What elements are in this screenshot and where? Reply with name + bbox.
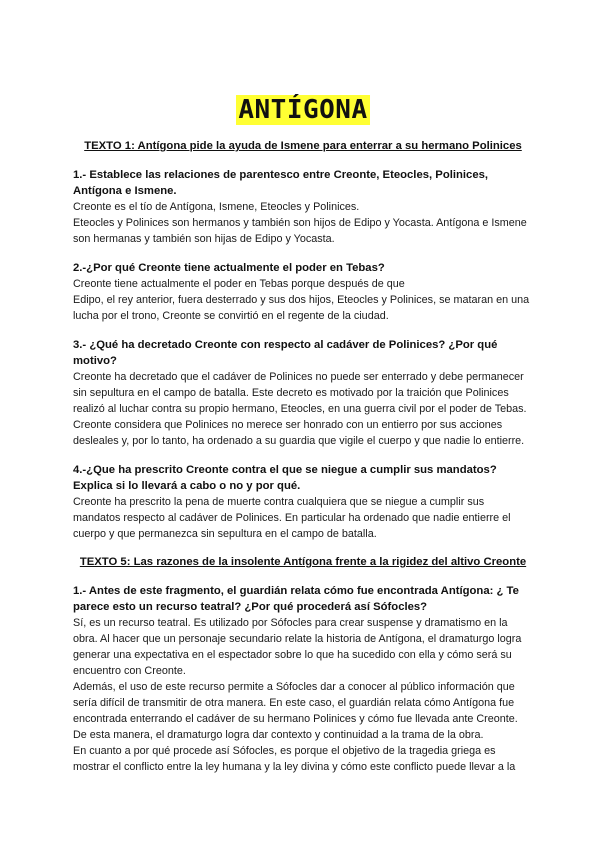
question-text: 1.- Antes de este fragmento, el guardián relata cómo fue encontrada Antígona: ¿ Te parece esto un recurso teatral? ¿Por qué procederá así Sófocles?: [73, 585, 519, 613]
question-block: [73, 583, 533, 775]
question-text: 3.- ¿Qué ha decretado Creonte con respecto al cadáver de Polinices? ¿Por qué motivo?: [73, 339, 498, 367]
answer-text: En cuanto a por qué procede así Sófocles, es porque el objetivo de la tragedia griega es mostrar el conflicto entre la ley humana y la ley divina y cómo este conflicto puede llevar a la: [73, 745, 516, 773]
answer-text: Creonte tiene actualmente el poder en Tebas porque después de que: [73, 278, 405, 290]
question-block: [73, 337, 533, 449]
answer-text: Creonte es el tío de Antígona, Ismene, Eteocles y Polinices.: [73, 201, 360, 213]
answer-text: Sí, es un recurso teatral. Es utilizado por Sófocles para crear suspense y dramatismo en la obra. Al hacer que un personaje secundario relate la historia de Antígona, el dramaturgo logra generar una expectativa en el espectador sobre lo que ha sucedido con ella y cómo será su encuentro con Creonte.: [73, 617, 522, 677]
section-heading-texto-5: TEXTO 5: Las razones de la insolente Antígona frente a la rigidez del altivo Creonte: [79, 556, 527, 568]
document-title: ANTÍGONA: [238, 95, 368, 125]
question-text: 1.- Establece las relaciones de parentesco entre Creonte, Eteocles, Polinices, Antígona e Ismene.: [73, 169, 489, 197]
question-text: 2.-¿Por qué Creonte tiene actualmente el poder en Tebas?: [73, 262, 385, 274]
answer-text: Edipo, el rey anterior, fuera desterrado y sus dos hijos, Eteocles y Polinices, se mataran en una lucha por el trono, Creonte se convirtió en el regente de la ciudad.: [73, 294, 530, 322]
question-block: [73, 462, 533, 542]
answer-text: Eteocles y Polinices son hermanos y también son hijos de Edipo y Yocasta. Antígona e Ismene son hermanas y también son hijas de Edipo y Yocasta.: [73, 217, 527, 245]
question-text: 4.-¿Que ha prescrito Creonte contra el que se niegue a cumplir sus mandatos? Explica si lo llevará a cabo o no y por qué.: [73, 464, 497, 492]
question-block: [73, 260, 533, 324]
document-body: [73, 95, 533, 788]
answer-text: Además, el uso de este recurso permite a Sófocles dar a conocer al público información que sería difícil de transmitir de otra manera. En este caso, el guardián relata cómo Antígona fue encontrada enterrando el cadáver de su hermano Polinices y cómo fue llevada ante Creonte. De esta manera, el dramaturgo logra dar contexto y continuidad a la trama de la obra.: [73, 681, 518, 741]
question-block: [73, 167, 533, 247]
section-heading-texto-1: TEXTO 1: Antígona pide la ayuda de Ismene para enterrar a su hermano Polinices: [84, 140, 522, 152]
answer-text: Creonte ha decretado que el cadáver de Polinices no puede ser enterrado y debe permanecer sin sepultura en el campo de batalla. Este decreto es motivado por la traición que Polinices realizó al luchar contra su propio hermano, Eteocles, en una guerra civil por el poder de Tebas. Creonte considera que Polinices no merece ser honrado con un entierro por sus acciones desleales y, por lo tanto, ha ordenado a su guardia que vigile el cuerpo y que nadie lo entierre.: [73, 371, 527, 447]
answer-text: Creonte ha prescrito la pena de muerte contra cualquiera que se niegue a cumplir sus mandatos respecto al cadáver de Polinices. En particular ha ordenado que nadie entierre el cuerpo y que permanezca sin sepultura en el campo de batalla.: [73, 496, 511, 540]
title-wrapper: [73, 95, 533, 125]
